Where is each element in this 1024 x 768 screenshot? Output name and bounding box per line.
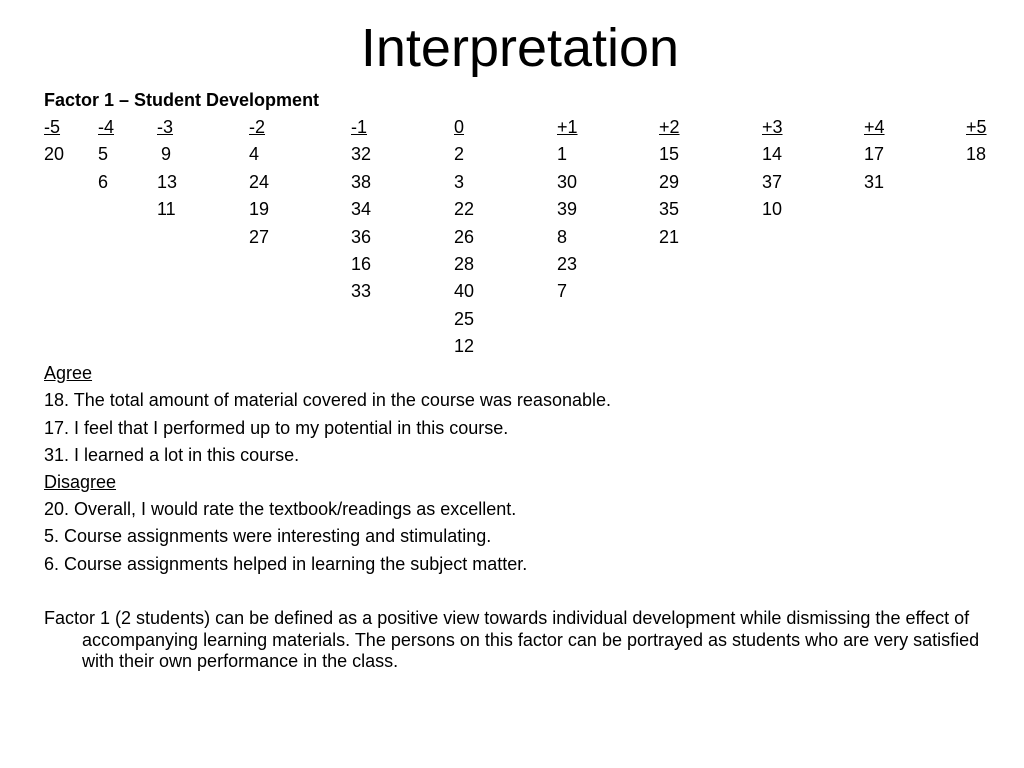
statement-number: 30 <box>557 171 578 192</box>
column-header: +5 <box>966 117 987 137</box>
statement-number: 20 <box>44 144 65 165</box>
qsort-column <box>762 116 822 226</box>
statement-number: 27 <box>249 226 270 247</box>
statement-number: 17 <box>864 144 885 165</box>
statement-number: 19 <box>249 199 270 220</box>
qsort-column <box>98 116 158 198</box>
statement-number: 35 <box>659 199 680 220</box>
column-header: -3 <box>157 117 174 137</box>
statement-number: 37 <box>762 171 783 192</box>
qsort-column <box>157 116 217 226</box>
column-header: -5 <box>44 117 61 137</box>
qsort-column <box>864 116 924 198</box>
statement-number: 21 <box>659 226 680 247</box>
statement-number: 4 <box>249 144 260 165</box>
column-header: 0 <box>454 117 465 137</box>
column-header: +2 <box>659 117 680 137</box>
statement-number: 28 <box>454 253 475 274</box>
statement-number: 18 <box>966 144 987 165</box>
statement-number: 32 <box>351 144 372 165</box>
slide-title: Interpretation <box>360 18 680 78</box>
statement-number: 24 <box>249 171 270 192</box>
statement-number: 7 <box>557 281 568 302</box>
statement-number: 8 <box>557 226 568 247</box>
column-header: -2 <box>249 117 266 137</box>
disagree-statement: 20. Overall, I would rate the textbook/readings as excellent. <box>44 499 517 519</box>
statement-number: 1 <box>557 144 568 165</box>
disagree-statement: 6. Course assignments helped in learning the subject matter. <box>44 554 528 574</box>
column-header: -4 <box>98 117 115 137</box>
statement-number: 16 <box>351 253 372 274</box>
statement-number: 12 <box>454 336 475 357</box>
statement-number: 39 <box>557 199 578 220</box>
qsort-column <box>351 116 411 308</box>
column-header: -1 <box>351 117 368 137</box>
statement-number: 33 <box>351 281 372 302</box>
agree-heading: Agree <box>44 363 93 383</box>
agree-statement: 17. I feel that I performed up to my potential in this course. <box>44 418 509 438</box>
statement-number: 40 <box>454 281 475 302</box>
qsort-column <box>966 116 1024 171</box>
statement-number: 38 <box>351 171 372 192</box>
statement-number: 2 <box>454 144 465 165</box>
statement-number: 11 <box>157 199 176 220</box>
qsort-column <box>454 116 514 363</box>
qsort-grid <box>0 116 1024 366</box>
agree-statement: 31. I learned a lot in this course. <box>44 445 300 465</box>
statement-number: 3 <box>454 171 465 192</box>
statement-number: 29 <box>659 171 680 192</box>
statement-number: 13 <box>157 171 178 192</box>
statement-number: 10 <box>762 199 783 220</box>
statement-number: 23 <box>557 253 578 274</box>
statement-number: 14 <box>762 144 783 165</box>
qsort-column <box>659 116 719 253</box>
statement-number: 9 <box>161 144 172 165</box>
factor-heading: Factor 1 – Student Development <box>44 90 320 110</box>
statement-number: 31 <box>864 171 885 192</box>
factor-summary: Factor 1 (2 students) can be defined as a positive view towards individual development while dismissing the effect of accompanying learning materials. The persons on this factor can be portrayed as students who are very satisfied with their own performance in the class. <box>44 608 980 671</box>
statement-number: 26 <box>454 226 475 247</box>
statement-number: 22 <box>454 199 475 220</box>
statement-number: 5 <box>98 144 109 165</box>
qsort-column <box>44 116 104 171</box>
column-header: +4 <box>864 117 885 137</box>
qsort-column <box>557 116 617 308</box>
column-header: +1 <box>557 117 578 137</box>
qsort-column <box>249 116 309 253</box>
statement-number: 36 <box>351 226 372 247</box>
agree-statement: 18. The total amount of material covered in the course was reasonable. <box>44 390 611 410</box>
statement-number: 15 <box>659 144 680 165</box>
column-header: +3 <box>762 117 783 137</box>
statement-number: 34 <box>351 199 372 220</box>
disagree-statement: 5. Course assignments were interesting and stimulating. <box>44 526 492 546</box>
statement-number: 25 <box>454 308 475 329</box>
disagree-heading: Disagree <box>44 472 117 492</box>
statement-number: 6 <box>98 171 109 192</box>
